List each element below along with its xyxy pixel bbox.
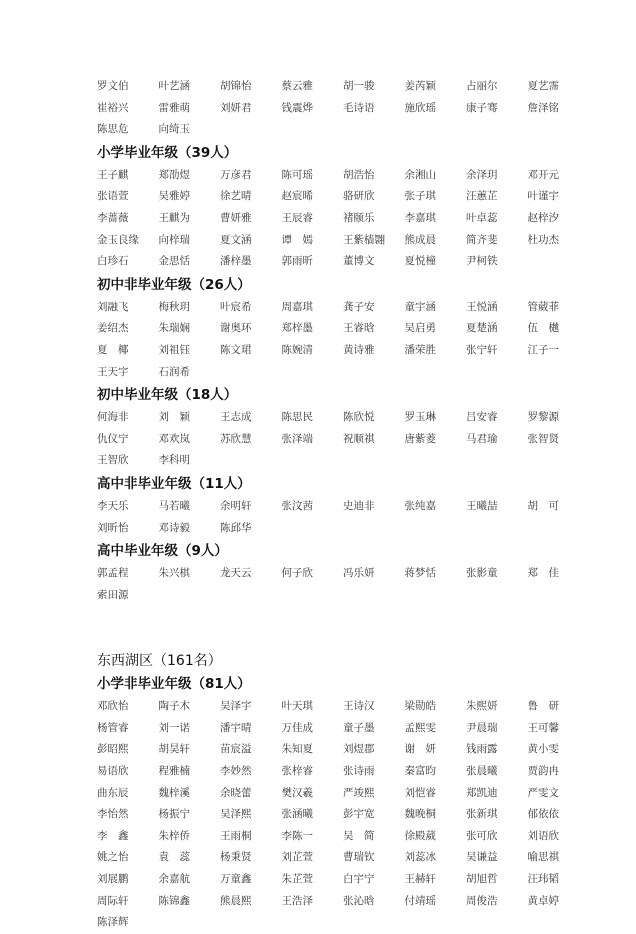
student-name: 王麒为 <box>158 211 190 224</box>
student-name: 胡锦怡 <box>220 80 252 92</box>
student-name: 郑梓墨 <box>281 322 313 335</box>
student-name: 夏悦橦 <box>404 255 436 268</box>
student-name: 周俊浩 <box>466 894 498 907</box>
grade-heading: 初中非毕业年级（26人） <box>97 276 251 293</box>
student-name: 胡 可 <box>527 499 559 512</box>
student-name: 尹晨瑞 <box>466 721 498 734</box>
student-name: 白珍石 <box>97 255 129 268</box>
student-name: 马君瑜 <box>466 432 498 445</box>
student-name: 叶卓蕊 <box>466 211 498 224</box>
student-name: 钱震烨 <box>281 101 313 114</box>
student-name: 刘昕怡 <box>97 521 129 534</box>
student-name: 李蔷薇 <box>97 211 129 224</box>
student-name: 余泽玥 <box>466 168 498 181</box>
student-name: 姜芮颖 <box>404 80 436 92</box>
student-name: 陈文珺 <box>220 343 252 356</box>
student-name: 朱芷萱 <box>281 873 313 886</box>
student-name: 孟熙雯 <box>404 721 436 734</box>
student-name: 谭 嫣 <box>281 233 313 246</box>
student-name: 张子琪 <box>404 190 436 203</box>
grade-heading: 高中毕业年级（9人） <box>97 543 228 560</box>
student-name: 刘恺睿 <box>404 786 436 799</box>
student-name: 罗文伯 <box>97 80 129 92</box>
student-name: 陈婉清 <box>281 343 313 356</box>
student-name: 詹泽铭 <box>527 101 559 114</box>
student-name: 刘语欣 <box>527 829 559 842</box>
student-name: 叶谨宇 <box>527 190 559 203</box>
student-name: 陈锦鑫 <box>158 894 190 907</box>
student-name: 吴泽宇 <box>220 700 252 713</box>
student-name: 祝顺祺 <box>343 432 375 445</box>
student-name: 彭昭熙 <box>97 743 129 756</box>
student-name: 王可馨 <box>527 721 559 734</box>
name-grid-top <box>97 76 567 141</box>
student-name: 郑劭煜 <box>158 168 190 181</box>
student-name: 黄诗雅 <box>343 343 375 356</box>
student-name: 万佳成 <box>281 721 313 734</box>
student-name: 张泽端 <box>281 432 313 445</box>
student-name: 魏梓溪 <box>158 786 190 799</box>
student-name: 李 鑫 <box>97 829 129 842</box>
student-name: 陈邱华 <box>220 521 252 534</box>
student-name: 刘蕊冰 <box>404 851 436 864</box>
student-name: 夏楚涵 <box>466 322 498 335</box>
student-name: 占丽尔 <box>466 80 498 92</box>
student-name: 郭雨昕 <box>281 255 313 268</box>
section-spacer <box>0 606 636 650</box>
student-name: 龙天云 <box>220 567 252 580</box>
student-name: 施欣瑶 <box>404 101 436 114</box>
document-page <box>0 76 636 934</box>
student-name: 王天宇 <box>97 365 129 378</box>
student-name: 夏艺霈 <box>527 80 559 92</box>
student-name: 朱知夏 <box>281 743 313 756</box>
student-name: 朱兴棋 <box>158 567 190 580</box>
student-name: 胡昊轩 <box>158 743 190 756</box>
student-name: 童宇涵 <box>404 300 436 313</box>
student-name: 谢奥环 <box>220 322 252 335</box>
student-name: 王赫轩 <box>404 873 436 886</box>
student-name: 白宇宁 <box>343 873 375 886</box>
student-name: 余湘山 <box>404 168 436 181</box>
student-name: 何海非 <box>97 411 129 424</box>
student-name: 康子骞 <box>466 101 498 114</box>
student-name: 郭孟程 <box>97 567 129 580</box>
student-name: 尹柯铁 <box>466 255 498 268</box>
student-name: 陈可瑶 <box>281 168 313 181</box>
student-name: 万彦君 <box>220 168 252 181</box>
student-name: 易语欣 <box>97 765 129 778</box>
student-name: 梁勋皓 <box>404 700 436 713</box>
student-name: 陶子木 <box>158 700 190 713</box>
district-heading: 东西湖区（161名） <box>97 653 222 670</box>
student-name: 龚子安 <box>343 300 375 313</box>
student-name: 刘煜郡 <box>343 743 375 756</box>
student-name: 张智贤 <box>527 432 559 445</box>
grade-heading: 高中非毕业年级（11人） <box>97 475 251 492</box>
sections-group-b <box>0 672 636 934</box>
student-name: 刘一诺 <box>158 721 190 734</box>
student-name: 胡旭哲 <box>466 873 498 886</box>
student-name: 向梓瑞 <box>158 233 190 246</box>
student-name: 夏文涵 <box>220 233 252 246</box>
student-name: 魏晚桐 <box>404 808 436 821</box>
student-name: 伍 樾 <box>527 322 559 335</box>
student-name: 潘荣胜 <box>404 343 436 356</box>
student-name: 何子欣 <box>281 567 313 580</box>
student-name: 贾韵冉 <box>527 765 559 778</box>
student-name: 李妙然 <box>220 765 252 778</box>
student-name: 潘宇晴 <box>220 721 252 734</box>
student-name: 秦富昀 <box>404 765 436 778</box>
student-name: 王紫樯翾 <box>343 233 385 246</box>
student-name: 李陈一 <box>281 829 313 842</box>
student-name: 鲁 研 <box>527 700 559 713</box>
name-grid <box>97 407 567 472</box>
student-name: 石润希 <box>158 365 190 378</box>
student-name: 张晨曦 <box>466 765 498 778</box>
student-name: 王智欣 <box>97 454 129 467</box>
student-name: 董博文 <box>343 255 375 268</box>
student-name: 张汶茜 <box>281 499 313 512</box>
student-name: 张纯嘉 <box>404 499 436 512</box>
student-name: 邓诗毅 <box>158 521 190 534</box>
student-name: 唐紫菱 <box>404 432 436 445</box>
student-name: 张梓睿 <box>281 765 313 778</box>
student-name: 蔡云雅 <box>281 80 313 92</box>
student-name: 潘梓墨 <box>220 255 252 268</box>
student-name: 陈思危 <box>97 123 129 136</box>
student-name: 李科明 <box>158 454 190 467</box>
student-name: 胡浩怡 <box>343 168 375 181</box>
student-name: 汪玮韬 <box>527 873 559 886</box>
grade-heading: 初中毕业年级（18人） <box>97 387 238 404</box>
student-name: 吕安睿 <box>466 411 498 424</box>
student-name: 黄卓婷 <box>527 894 559 907</box>
student-name: 刘芷萱 <box>281 851 313 864</box>
student-name: 熊成晨 <box>404 233 436 246</box>
student-name: 刘融飞 <box>97 300 129 313</box>
student-name: 杨管睿 <box>97 721 129 734</box>
student-name: 李天乐 <box>97 499 129 512</box>
student-name: 叶天琪 <box>281 700 313 713</box>
student-name: 徐艺晴 <box>220 190 252 203</box>
student-name: 江子一 <box>527 343 559 356</box>
student-name: 张可欣 <box>466 829 498 842</box>
student-name: 熊晨熙 <box>220 894 252 907</box>
student-name: 吴雅婷 <box>158 190 190 203</box>
student-name: 周嘉琪 <box>281 300 313 313</box>
name-grid <box>97 297 567 383</box>
student-name: 王辰睿 <box>281 211 313 224</box>
student-name: 索田源 <box>97 588 129 601</box>
student-name: 杨秉贤 <box>220 851 252 864</box>
name-grid <box>97 696 567 934</box>
student-name: 崔裕兴 <box>97 101 129 114</box>
student-name: 王曦喆 <box>466 499 498 512</box>
student-name: 陈泽辉 <box>97 916 129 929</box>
student-name: 朱熙妍 <box>466 700 498 713</box>
student-name: 陈思民 <box>281 411 313 424</box>
student-name: 张语萱 <box>97 190 129 203</box>
student-name: 付靖瑶 <box>404 894 436 907</box>
student-name: 喻思祺 <box>527 851 559 864</box>
student-name: 简齐斐 <box>466 233 498 246</box>
student-name: 蒋梦恬 <box>404 567 436 580</box>
student-name: 汪蕙芷 <box>466 190 498 203</box>
student-name: 王诗汉 <box>343 700 375 713</box>
student-name: 樊汉羲 <box>281 786 313 799</box>
student-name: 刘 颖 <box>158 411 190 424</box>
student-name: 赵宸晞 <box>281 190 313 203</box>
student-name: 严雯文 <box>527 786 559 799</box>
student-name: 朱梓侨 <box>158 829 190 842</box>
student-name: 张诗雨 <box>343 765 375 778</box>
student-name: 余明轩 <box>220 499 252 512</box>
student-name: 曹瑞钦 <box>343 851 375 864</box>
student-name: 刘展鹏 <box>97 873 129 886</box>
student-name: 仇仪宁 <box>97 432 129 445</box>
sections-group-a <box>0 141 636 607</box>
student-name: 王志成 <box>220 411 252 424</box>
student-name: 张沁晗 <box>343 894 375 907</box>
student-name: 李怡然 <box>97 808 129 821</box>
student-name: 姜绍杰 <box>97 322 129 335</box>
name-grid <box>97 496 567 539</box>
student-name: 周际轩 <box>97 894 129 907</box>
student-name: 吴 简 <box>343 829 375 842</box>
student-name: 梅秋玥 <box>158 300 190 313</box>
grade-heading: 小学非毕业年级（81人） <box>97 676 251 693</box>
student-name: 夏 椰 <box>97 343 129 356</box>
student-name: 李嘉琪 <box>404 211 436 224</box>
student-name: 张宁轩 <box>466 343 498 356</box>
student-name: 张新琪 <box>466 808 498 821</box>
student-name: 向绮玉 <box>158 123 190 136</box>
name-grid <box>97 165 567 273</box>
student-name: 吴泽熙 <box>220 808 252 821</box>
student-name: 余晓蕾 <box>220 786 252 799</box>
student-name: 曲东辰 <box>97 786 129 799</box>
student-name: 赵梓汐 <box>527 211 559 224</box>
student-name: 吴谦益 <box>466 851 498 864</box>
student-name: 童子墨 <box>343 721 375 734</box>
student-name: 管葳菲 <box>527 300 559 313</box>
student-name: 金思恬 <box>158 255 190 268</box>
student-name: 郑 佳 <box>527 567 559 580</box>
student-name: 钱雨露 <box>466 743 498 756</box>
student-name: 罗黎源 <box>527 411 559 424</box>
student-name: 金玉良缘 <box>97 233 139 246</box>
student-name: 史迪非 <box>343 499 375 512</box>
student-name: 杜功杰 <box>527 233 559 246</box>
student-name: 袁 蕊 <box>158 851 190 864</box>
student-name: 郁依依 <box>527 808 559 821</box>
student-name: 彭宇宽 <box>343 808 375 821</box>
student-name: 胡一骏 <box>343 80 375 92</box>
student-name: 罗玉琳 <box>404 411 436 424</box>
student-name: 徐殿葳 <box>404 829 436 842</box>
grade-heading: 小学毕业年级（39人） <box>97 144 238 161</box>
student-name: 朱瑞娴 <box>158 322 190 335</box>
student-name: 杨振宁 <box>158 808 190 821</box>
student-name: 王睿晗 <box>343 322 375 335</box>
student-name: 邓开元 <box>527 168 559 181</box>
student-name: 曹妍雅 <box>220 211 252 224</box>
student-name: 王浩泽 <box>281 894 313 907</box>
student-name: 刘祖钰 <box>158 343 190 356</box>
student-name: 雷雅萌 <box>158 101 190 114</box>
student-name: 邓欣怡 <box>97 700 129 713</box>
student-name: 郑凯迪 <box>466 786 498 799</box>
student-name: 姚之怡 <box>97 851 129 864</box>
student-name: 苗宸溢 <box>220 743 252 756</box>
student-name: 王子麒 <box>97 168 129 181</box>
student-name: 毛诗语 <box>343 101 375 114</box>
student-name: 万童鑫 <box>220 873 252 886</box>
student-name: 程雅楠 <box>158 765 190 778</box>
student-name: 冯乐妍 <box>343 567 375 580</box>
student-name: 张涵曦 <box>281 808 313 821</box>
student-name: 陈欣悦 <box>343 411 375 424</box>
student-name: 苏欣慧 <box>220 432 252 445</box>
student-name: 张影童 <box>466 567 498 580</box>
student-name: 叶艺涵 <box>158 80 190 92</box>
student-name: 叶宸希 <box>220 300 252 313</box>
student-name: 谢 妍 <box>404 743 436 756</box>
student-name: 余嘉航 <box>158 873 190 886</box>
student-name: 王悦涵 <box>466 300 498 313</box>
student-name: 褚颐乐 <box>343 211 375 224</box>
student-name: 刘妍君 <box>220 101 252 114</box>
student-name: 骆研欣 <box>343 190 375 203</box>
student-name: 吴启勇 <box>404 322 436 335</box>
student-name: 严竣熙 <box>343 786 375 799</box>
student-name: 邓欢岚 <box>158 432 190 445</box>
student-name: 黄小雯 <box>527 743 559 756</box>
student-name: 马若曦 <box>158 499 190 512</box>
student-name: 王雨桐 <box>220 829 252 842</box>
name-grid <box>97 563 567 606</box>
